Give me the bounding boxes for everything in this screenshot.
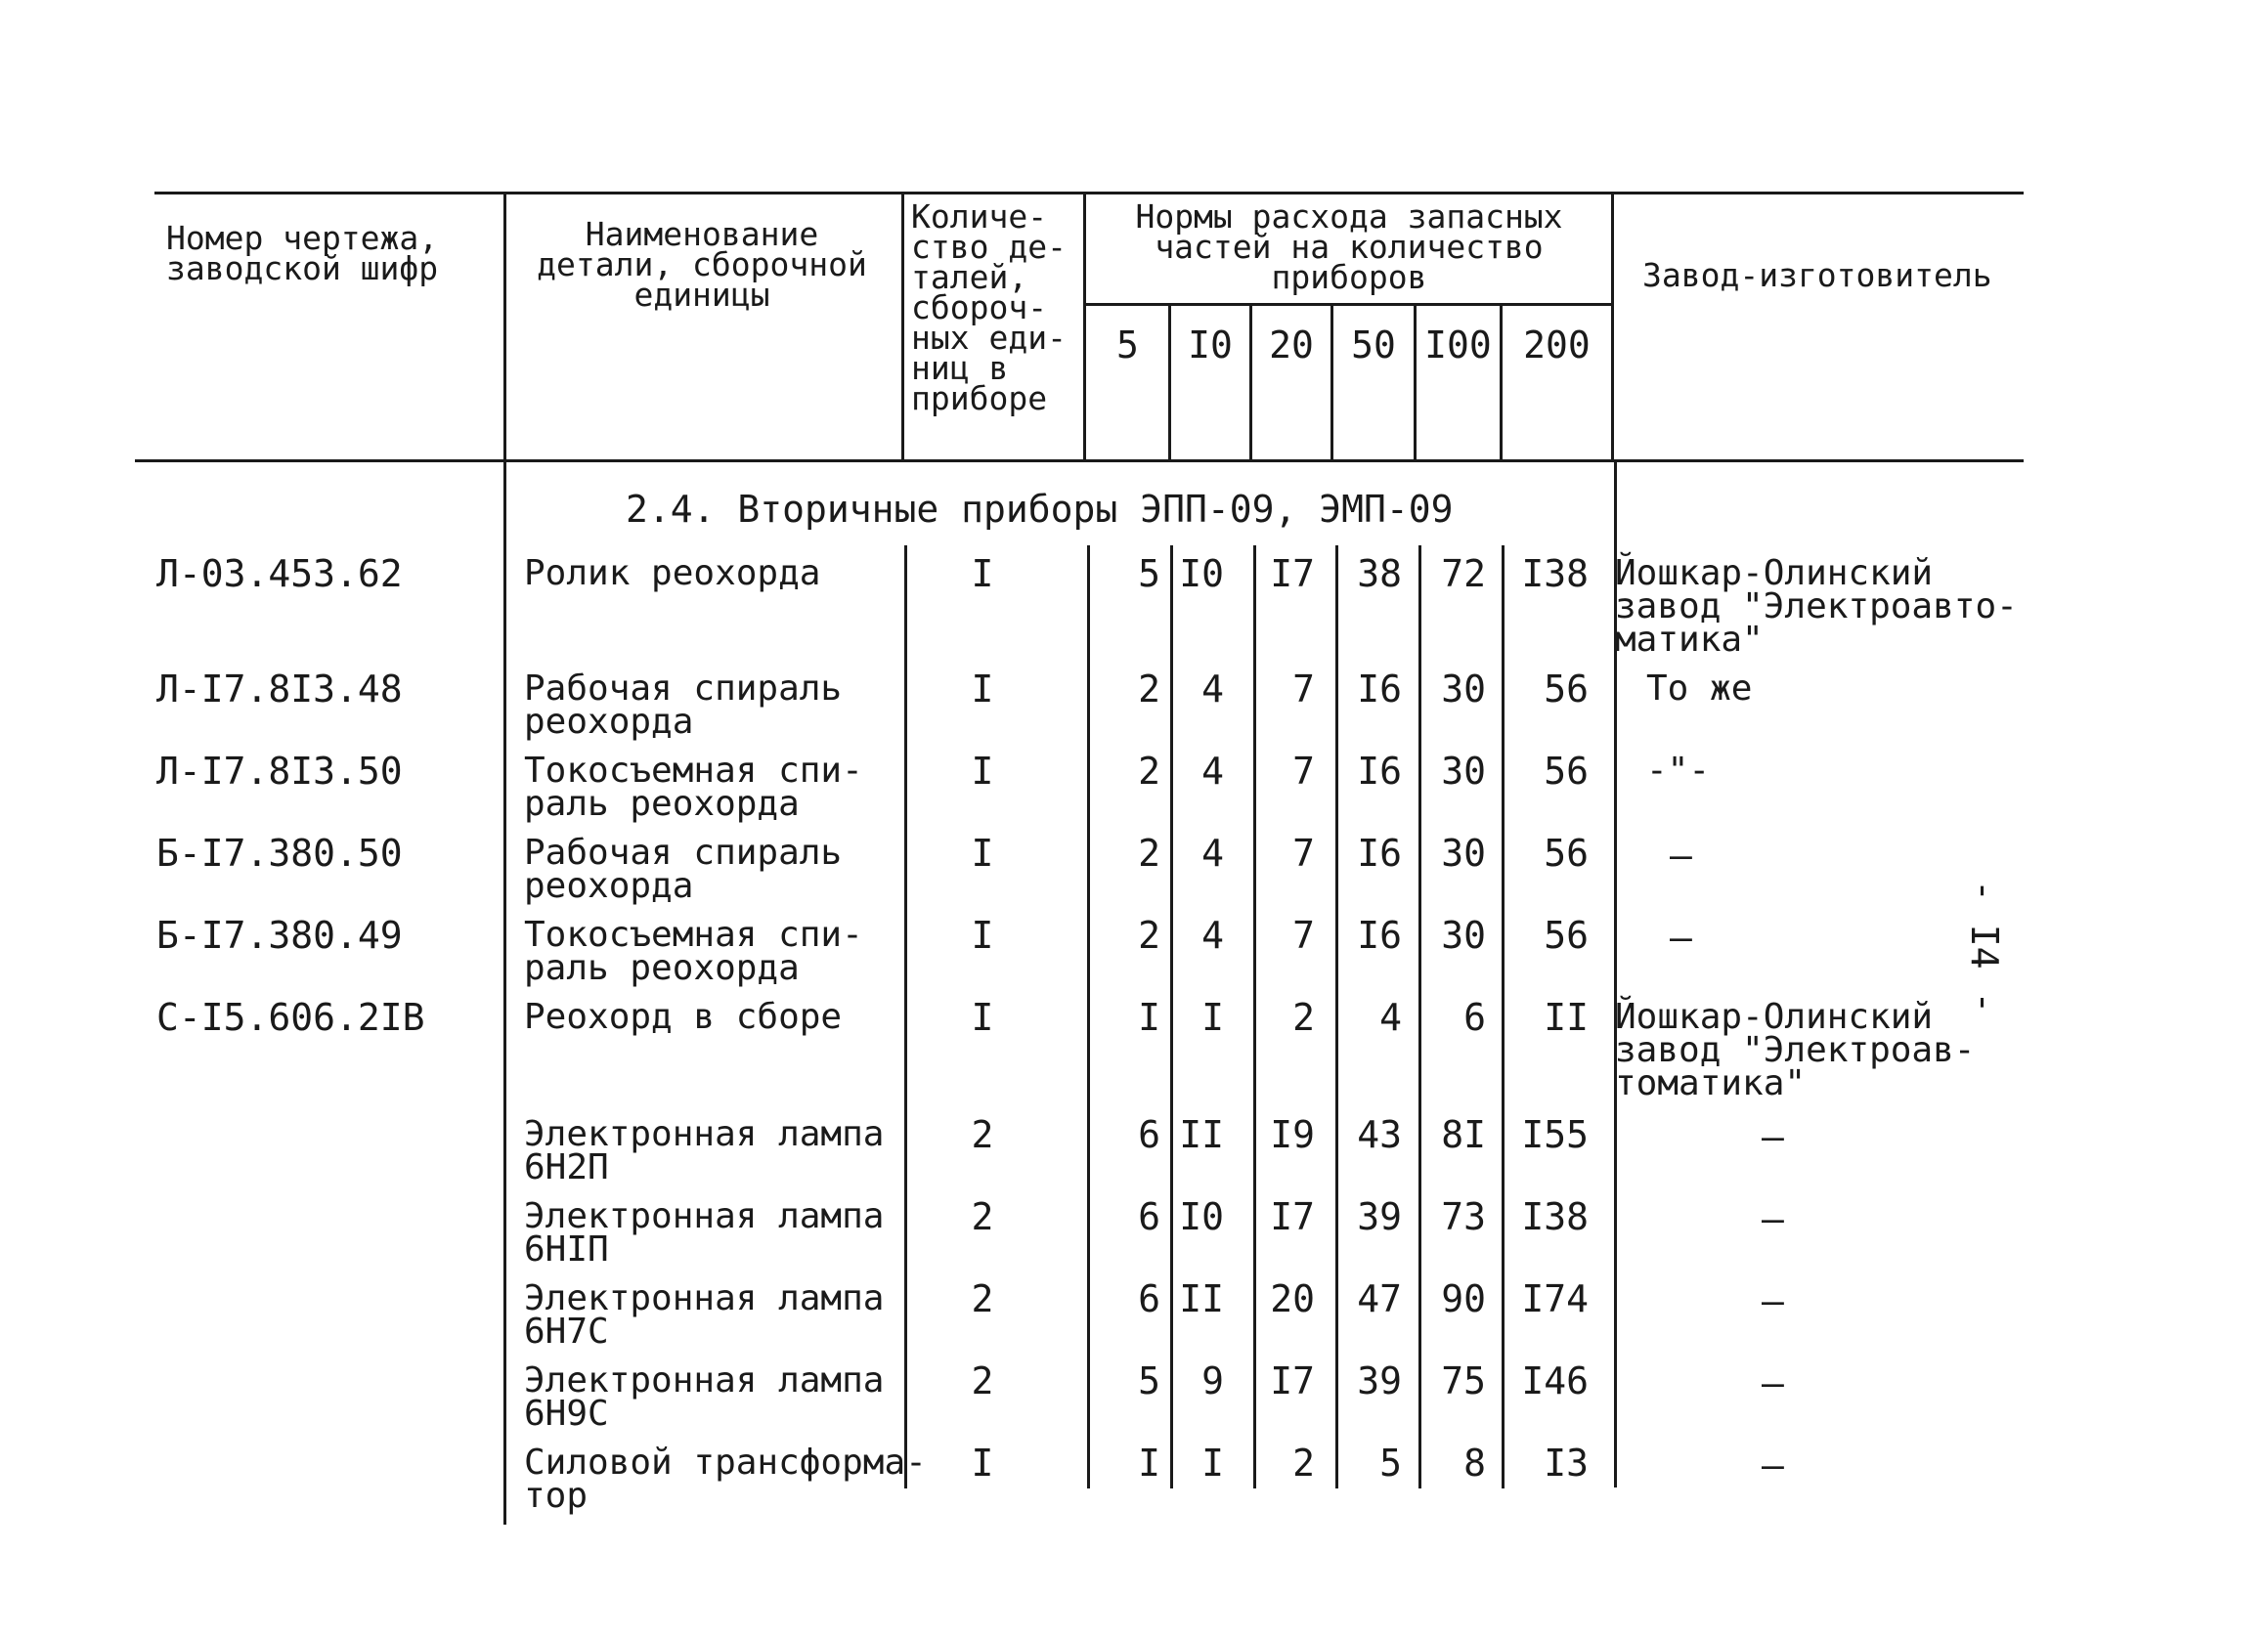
header-part-name: Наименование детали, сборочной единицы: [537, 215, 867, 314]
norm-value: 4: [1379, 996, 1402, 1039]
quantity: I: [971, 1442, 994, 1485]
norm-value: 2: [1138, 750, 1160, 793]
norm-value: 90: [1441, 1277, 1486, 1320]
quantity: 2: [971, 1113, 994, 1156]
part-name: Токосъемная спи- раль реохорда: [524, 751, 863, 824]
part-name: Токосъемная спи- раль реохорда: [524, 915, 863, 988]
norm-value: 39: [1357, 1359, 1402, 1402]
norm-value: II: [1544, 996, 1589, 1039]
norm-value: 5: [1138, 1359, 1160, 1402]
norm-value: 8: [1463, 1442, 1486, 1485]
header-norm-count: 20: [1269, 323, 1314, 366]
norm-value: 6: [1138, 1113, 1160, 1156]
norm-value: 2: [1292, 996, 1315, 1039]
norm-value: II: [1179, 1113, 1224, 1156]
manufacturer: –: [1762, 1444, 1784, 1487]
header-quantity: Количе- ство де- талей, сбороч- ных еди- ниц в приборе: [911, 197, 1067, 417]
norm-value: 7: [1292, 914, 1315, 957]
norm-value: 2: [1292, 1442, 1315, 1485]
norm-value: I55: [1521, 1113, 1589, 1156]
norm-value: I6: [1357, 668, 1402, 711]
norm-value: 2: [1138, 832, 1160, 875]
norm-value: 56: [1544, 750, 1589, 793]
norm-value: I6: [1357, 914, 1402, 957]
norm-value: 56: [1544, 668, 1589, 711]
quantity: I: [971, 996, 994, 1039]
norm-value: 2: [1138, 668, 1160, 711]
quantity: I: [971, 552, 994, 595]
quantity: 2: [971, 1277, 994, 1320]
norm-value: 72: [1441, 552, 1486, 595]
page-number: - I4 -: [1963, 880, 2006, 1014]
norm-value: 75: [1441, 1359, 1486, 1402]
norm-value: I38: [1521, 1195, 1589, 1238]
manufacturer: То же: [1646, 668, 1753, 709]
header-manufacturer: Завод-изготовитель: [1642, 256, 1992, 294]
drawing-number: Б-I7.380.49: [156, 914, 403, 957]
norm-value: II: [1179, 1277, 1224, 1320]
norm-value: 20: [1270, 1277, 1315, 1320]
header-divider-2: [901, 194, 904, 459]
norm-value: I38: [1521, 552, 1589, 595]
drawing-number: Л-I7.8I3.48: [156, 668, 403, 711]
manufacturer: Йошкар-Олинский завод "Электроавто- матика": [1615, 553, 2018, 660]
manufacturer: –: [1762, 1279, 1784, 1322]
norm-value: 4: [1201, 914, 1224, 957]
quantity: I: [971, 914, 994, 957]
part-name: Электронная лампа 6Н2П: [524, 1114, 885, 1187]
norm-value: 56: [1544, 832, 1589, 875]
norm-value: I7: [1270, 1359, 1315, 1402]
norm-value: 5: [1138, 552, 1160, 595]
norm-value: 30: [1441, 750, 1486, 793]
norm-value: I: [1138, 1442, 1160, 1485]
norm-value: 73: [1441, 1195, 1486, 1238]
part-name: Реохорд в сборе: [524, 997, 843, 1037]
part-name: Рабочая спираль реохорда: [524, 668, 843, 742]
header-norm-count: I00: [1424, 323, 1492, 366]
manufacturer: –: [1670, 834, 1692, 877]
norm-value: I46: [1521, 1359, 1589, 1402]
norm-value: 7: [1292, 832, 1315, 875]
norm-value: I74: [1521, 1277, 1589, 1320]
norm-value: 4: [1201, 832, 1224, 875]
norm-value: I3: [1544, 1442, 1589, 1485]
norm-value: 7: [1292, 668, 1315, 711]
norm-value: I0: [1179, 552, 1224, 595]
norms-header-rule: [1085, 303, 1613, 306]
norm-value: I6: [1357, 750, 1402, 793]
norm-value: 4: [1201, 750, 1224, 793]
norm-value: I: [1201, 996, 1224, 1039]
norm-value: 30: [1441, 914, 1486, 957]
norm-value: 30: [1441, 832, 1486, 875]
part-name: Ролик реохорда: [524, 553, 821, 593]
quantity: 2: [971, 1359, 994, 1402]
quantity: 2: [971, 1195, 994, 1238]
header-divider-3: [1083, 194, 1086, 459]
norm-value: I9: [1270, 1113, 1315, 1156]
header-norm-count: I0: [1188, 323, 1233, 366]
norm-value: 6: [1463, 996, 1486, 1039]
norm-value: 4: [1201, 668, 1224, 711]
norm-value: I: [1201, 1442, 1224, 1485]
section-title: 2.4. Вторичные приборы ЭПП-09, ЭМП-09: [626, 488, 1454, 531]
manufacturer: –: [1670, 916, 1692, 959]
norm-value: I6: [1357, 832, 1402, 875]
norm-value: I: [1138, 996, 1160, 1039]
drawing-number: Б-I7.380.50: [156, 832, 403, 875]
manufacturer: –: [1762, 1115, 1784, 1158]
norm-value: 56: [1544, 914, 1589, 957]
header-drawing-number: Номер чертежа, заводской шифр: [166, 219, 439, 287]
header-norms: Нормы расхода запасных частей на количество приборов: [1135, 197, 1563, 296]
drawing-number: Л-03.453.62: [156, 552, 403, 595]
norm-value: 30: [1441, 668, 1486, 711]
norm-value: 38: [1357, 552, 1402, 595]
manufacturer: -"-: [1646, 751, 1711, 791]
norm-value: 6: [1138, 1277, 1160, 1320]
manufacturer: –: [1762, 1361, 1784, 1404]
norm-value: 6: [1138, 1195, 1160, 1238]
part-name: Силовой трансформа- тор: [524, 1443, 927, 1516]
header-bottom-rule: [135, 459, 2024, 462]
body-divider-name: [503, 461, 506, 1525]
quantity: I: [971, 668, 994, 711]
part-name: Рабочая спираль реохорда: [524, 833, 843, 906]
norm-value: 7: [1292, 750, 1315, 793]
norm-value: I7: [1270, 552, 1315, 595]
part-name: Электронная лампа 6Н7С: [524, 1278, 885, 1352]
manufacturer: Йошкар-Олинский завод "Электроав- томатика": [1615, 997, 1976, 1103]
part-name: Электронная лампа 6Н9С: [524, 1360, 885, 1434]
header-divider-4: [1611, 194, 1614, 459]
norm-value: 9: [1201, 1359, 1224, 1402]
norm-value: 5: [1379, 1442, 1402, 1485]
header-norm-count: 200: [1523, 323, 1591, 366]
table-top-rule: [154, 192, 2024, 194]
header-norm-count: 5: [1116, 323, 1139, 366]
norm-value: 39: [1357, 1195, 1402, 1238]
quantity: I: [971, 750, 994, 793]
norm-value: I7: [1270, 1195, 1315, 1238]
drawing-number: Л-I7.8I3.50: [156, 750, 403, 793]
norm-value: I0: [1179, 1195, 1224, 1238]
drawing-number: С-I5.606.2IВ: [156, 996, 425, 1039]
manufacturer: –: [1762, 1197, 1784, 1240]
norm-value: 43: [1357, 1113, 1402, 1156]
quantity: I: [971, 832, 994, 875]
part-name: Электронная лампа 6НIП: [524, 1196, 885, 1270]
norm-value: 47: [1357, 1277, 1402, 1320]
norm-value: 8I: [1441, 1113, 1486, 1156]
header-norm-count: 50: [1351, 323, 1396, 366]
norm-value: 2: [1138, 914, 1160, 957]
